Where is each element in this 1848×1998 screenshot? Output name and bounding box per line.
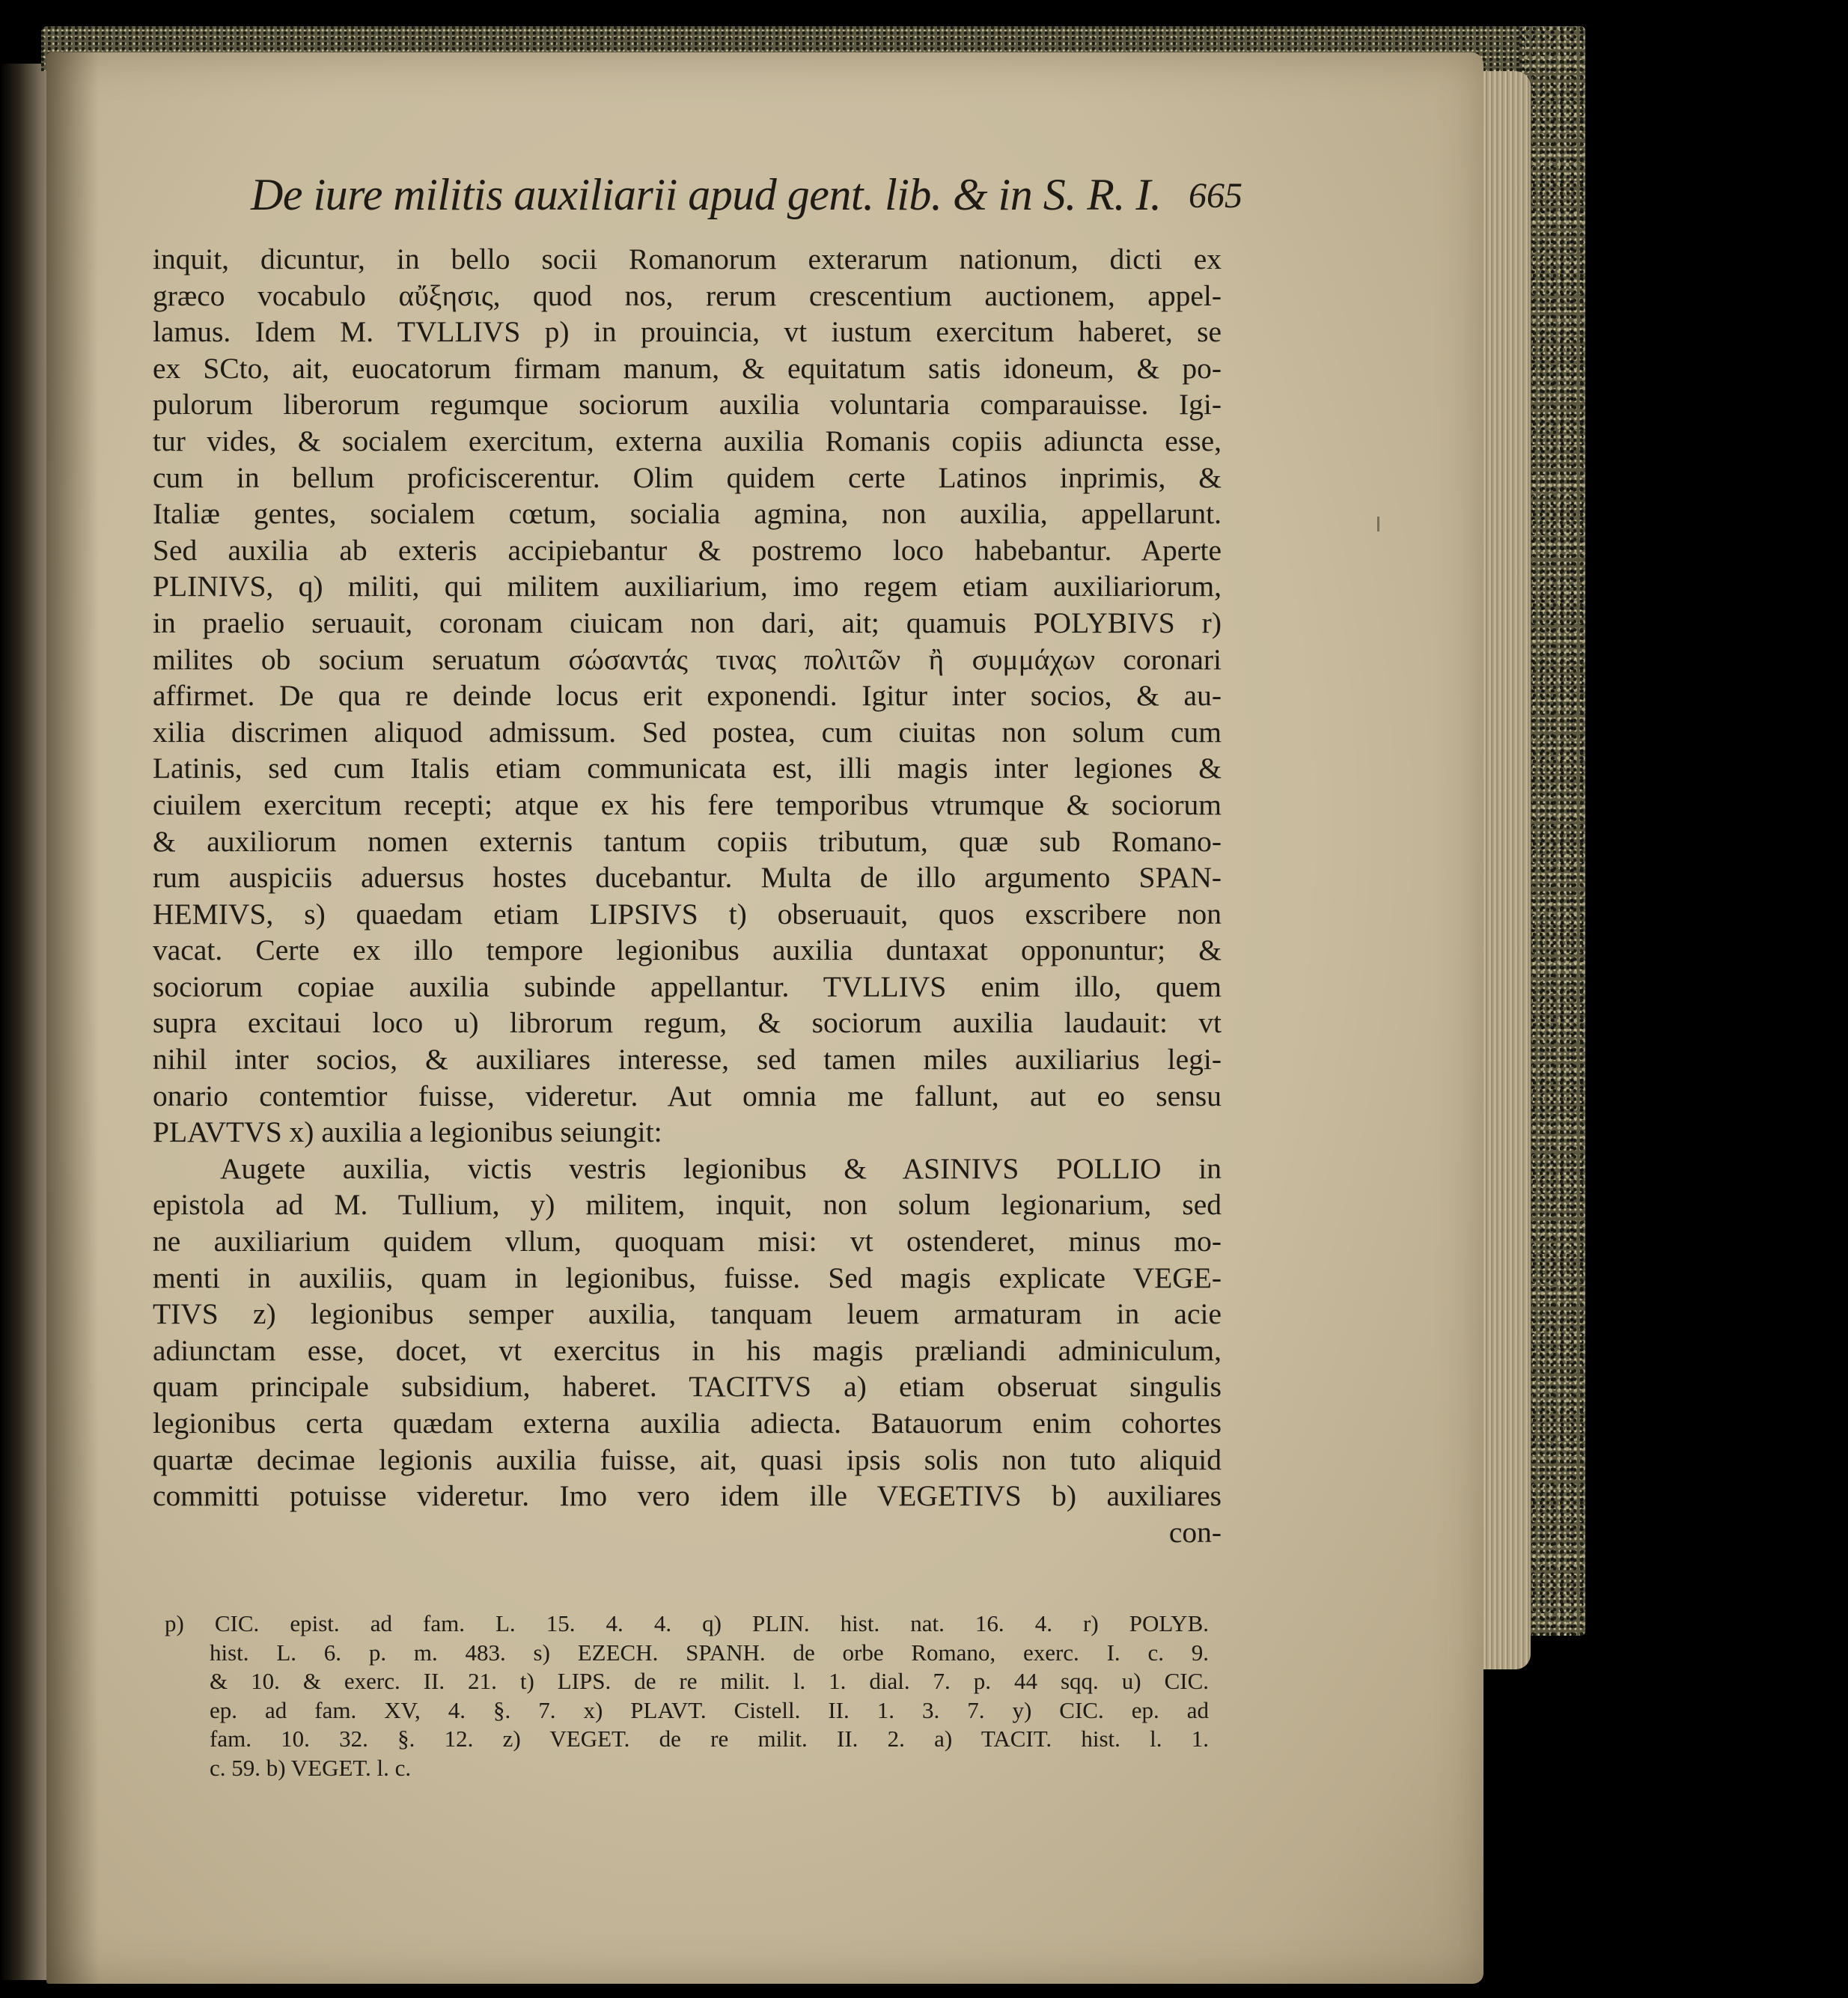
text-line: sociorum copiae auxilia subinde appellantur. TVLLIVS enim illo, quem [153, 969, 1222, 1003]
previous-page-edge [0, 64, 46, 1980]
text-line: vacat. Certe ex illo tempore legionibus auxilia duntaxat opponuntur; & [153, 933, 1222, 967]
text-line: in praelio seruauit, coronam ciuicam non dari, ait; quamuis POLYBIVS r) [153, 606, 1222, 639]
text-line: Italiæ gentes, socialem cœtum, socialia agmina, non auxilia, appellarunt. [153, 497, 1222, 531]
text-line: xilia discrimen aliquod admissum. Sed postea, cum ciuitas non solum cum [153, 715, 1222, 749]
footnotes-block [165, 1609, 1209, 1783]
main-text-block [153, 241, 1222, 1550]
footnote-line: fam. 10. 32. §. 12. z) VEGET. de re milit. II. 2. a) TACIT. hist. l. 1. [210, 1726, 1209, 1752]
page-number: 665 [1189, 176, 1242, 216]
text-line: quam principale subsidium, haberet. TACITVS a) etiam obseruat singulis [153, 1370, 1222, 1404]
text-line: menti in auxiliis, quam in legionibus, fuisse. Sed magis explicate VEGE- [153, 1261, 1222, 1294]
text-line: Latinis, sed cum Italis etiam communicata est, illi magis inter legiones & [153, 752, 1222, 785]
text-line: ex SCto, ait, euocatorum firmam manum, & equitatum satis idoneum, & po- [153, 351, 1222, 385]
text-line: ciuilem exercitum recepti; atque ex his fere temporibus vtrumque & sociorum [153, 788, 1222, 821]
footnote-line: c. 59. b) VEGET. l. c. [210, 1754, 412, 1781]
text-line: & auxiliorum nomen externis tantum copiis tributum, quæ sub Romano- [153, 824, 1222, 858]
text-line: PLINIVS, q) militi, qui militem auxiliarium, imo regem etiam auxiliariorum, [153, 570, 1222, 603]
text-line: quartæ decimae legionis auxilia fuisse, ait, quasi ipsis solis non tuto aliquid [153, 1443, 1222, 1476]
text-line: TIVS z) legionibus semper auxilia, tanquam leuem armaturam in acie [153, 1297, 1222, 1331]
margin-mark [1377, 517, 1379, 532]
text-line: legionibus certa quædam externa auxilia adiecta. Batauorum enim cohortes [153, 1407, 1222, 1440]
text-line: committi potuisse videretur. Imo vero idem ille VEGETIVS b) auxiliares [153, 1479, 1222, 1513]
footnote-line: ep. ad fam. XV, 4. §. 7. x) PLAVT. Cistell. II. 1. 3. 7. y) CIC. ep. ad [210, 1696, 1209, 1723]
text-line: milites ob socium seruatum σώσαντάς τινας πολιτῶν ἢ συμμάχων coronari [153, 642, 1222, 676]
quotation-line: Augete auxilia, victis vestris legionibus & ASINIVS POLLIO in [220, 1151, 1222, 1185]
text-line: cum in bellum proficiscerentur. Olim quidem certe Latinos inprimis, & [153, 460, 1222, 494]
running-head-title: De iure militis auxiliarii apud gent. lib. & in S. R. I. [251, 170, 1162, 219]
text-line: ne auxiliarium quidem vllum, quoquam misi: vt ostenderet, minus mo- [153, 1225, 1222, 1258]
text-line: epistola ad M. Tullium, y) militem, inquit, non solum legionarium, sed [153, 1188, 1222, 1222]
text-line: inquit, dicuntur, in bello socii Romanorum exterarum nationum, dicti ex [153, 243, 1222, 275]
text-line: affirmet. De qua re deinde locus erit exponendi. Igitur inter socios, & au- [153, 679, 1222, 713]
text-line: PLAVTVS x) auxilia a legionibus seiungit: [153, 1115, 662, 1149]
footnote-line: hist. L. 6. p. m. 483. s) EZECH. SPANH. de orbe Romano, exerc. I. c. 9. [210, 1639, 1209, 1666]
text-line: rum auspiciis aduersus hostes ducebantur. Multa de illo argumento SPAN- [153, 861, 1222, 895]
text-line: adiunctam esse, docet, vt exercitus in his magis præliandi adminiculum, [153, 1333, 1222, 1367]
text-line: tur vides, & socialem exercitum, externa auxilia Romanis copiis adiuncta esse, [153, 424, 1222, 457]
text-line: Sed auxilia ab exteris accipiebantur & postremo loco habebantur. Aperte [153, 533, 1222, 567]
gutter-shadow [46, 52, 99, 1984]
text-line: onario contemtior fuisse, videretur. Aut omnia me fallunt, aut eo sensu [153, 1079, 1222, 1112]
catchword: con- [1168, 1515, 1222, 1549]
text-line: lamus. Idem M. TVLLIVS p) in prouincia, vt iustum exercitum haberet, se [153, 315, 1222, 349]
footnote-line: p) CIC. epist. ad fam. L. 15. 4. 4. q) PLIN. hist. nat. 16. 4. r) POLYB. [165, 1610, 1209, 1636]
text-line: pulorum liberorum regumque sociorum auxilia voluntaria comparauisse. Igi- [153, 388, 1222, 421]
footnote-line: & 10. & exerc. II. 21. t) LIPS. de re milit. l. 1. dial. 7. p. 44 sqq. u) CIC. [210, 1668, 1209, 1695]
text-line: HEMIVS, s) quaedam etiam LIPSIVS t) obseruauit, quos exscribere non [153, 897, 1222, 931]
text-line: nihil inter socios, & auxiliares interesse, sed tamen miles auxiliarius legi- [153, 1043, 1222, 1076]
text-line: græco vocabulo αὔξησις, quod nos, rerum crescentium auctionem, appel- [153, 278, 1222, 312]
text-line: supra excitaui loco u) librorum regum, & sociorum auxilia laudauit: vt [153, 1006, 1222, 1040]
